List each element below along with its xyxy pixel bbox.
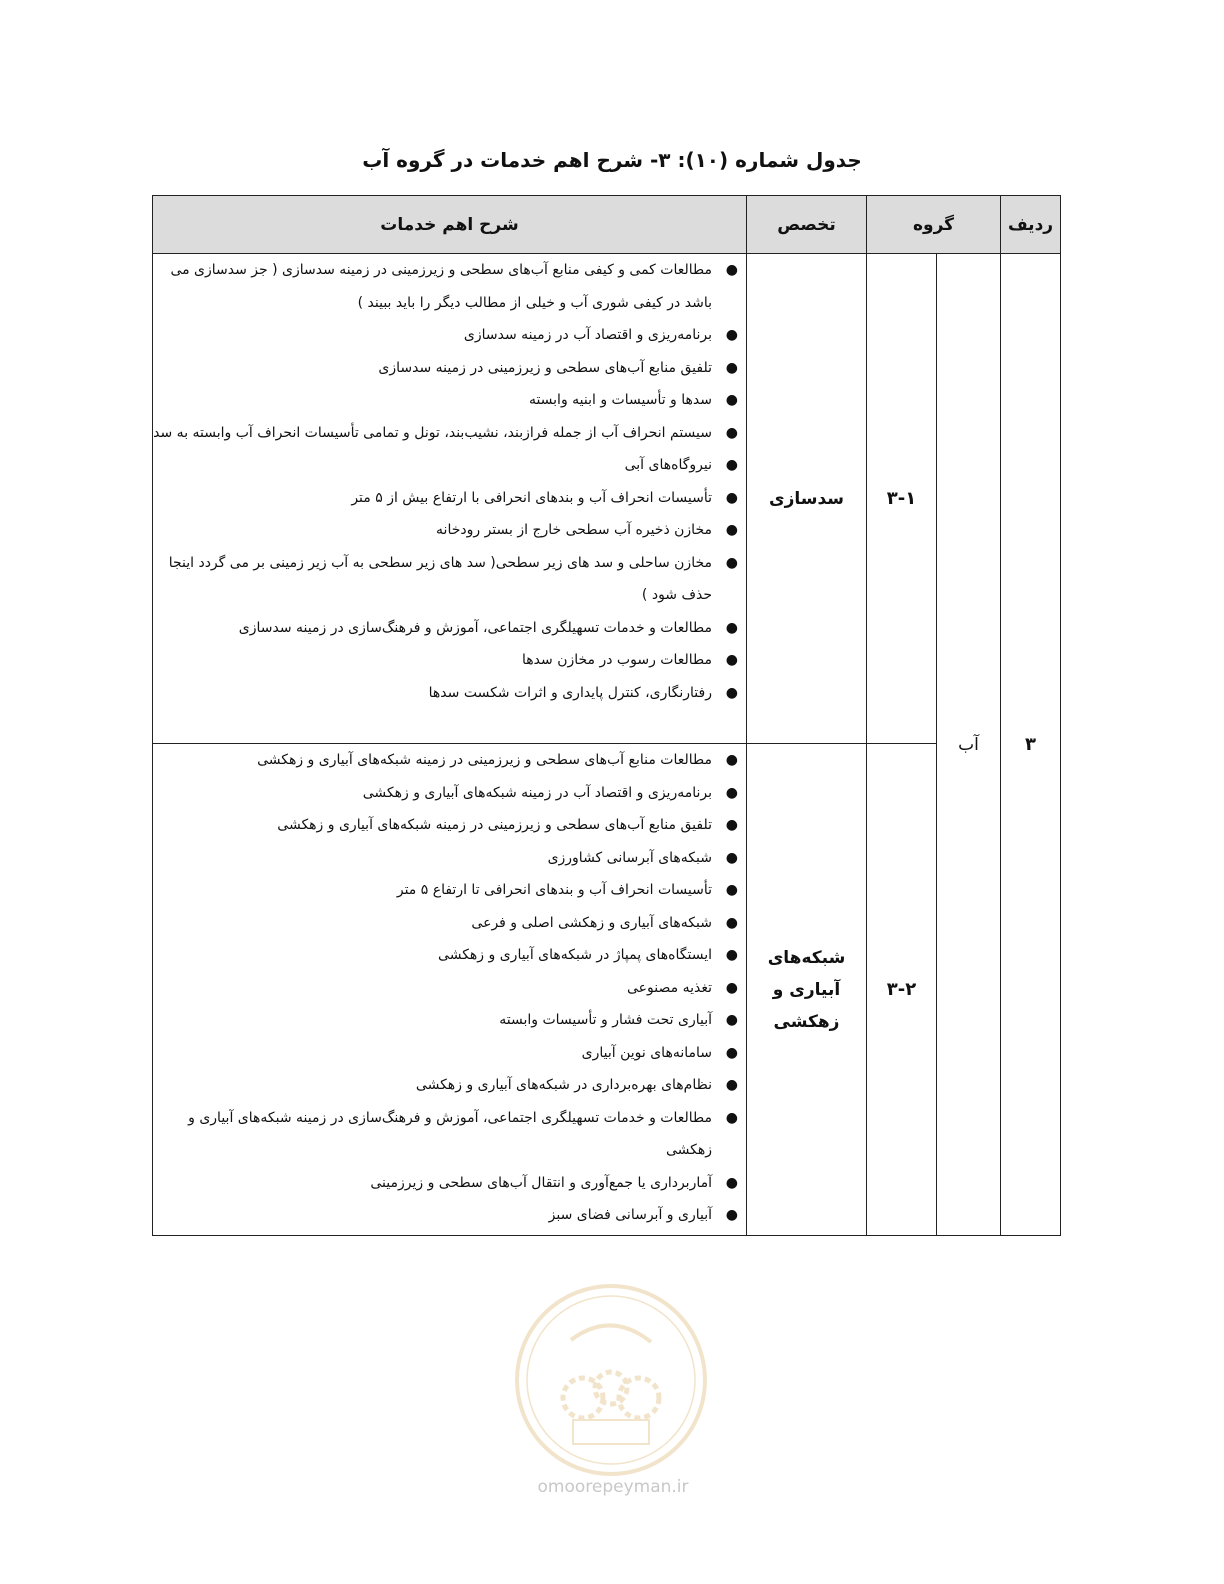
bullet-icon: ● bbox=[725, 784, 738, 801]
list-item bbox=[153, 809, 746, 842]
list-item-text: مطالعات منابع آب‌های سطحی و زیرزمینی در زمینه شبکه‌های آبیاری و زهکشی bbox=[257, 752, 712, 768]
bullet-icon: ● bbox=[725, 1077, 738, 1093]
list-item-text: نیروگاه‌های آبی bbox=[624, 457, 712, 473]
bullet-icon: ● bbox=[725, 652, 738, 668]
list-item-text: سیستم انحراف آب از جمله فرازبند، نشیب‌بند، تونل و تمامی تأسیسات انحراف آب وابسته به سد bbox=[153, 424, 712, 441]
list-item bbox=[153, 744, 746, 777]
list-item bbox=[153, 417, 746, 450]
bullet-icon: ● bbox=[725, 619, 738, 636]
list-item-text: برنامه‌ریزی و اقتصاد آب در زمینه شبکه‌های آبیاری و زهکشی bbox=[362, 784, 712, 801]
watermark-inner-ring bbox=[527, 1296, 695, 1464]
bullet-icon: ● bbox=[725, 359, 738, 376]
list-item-text: تلفیق منابع آب‌های سطحی و زیرزمینی در زمینه شبکه‌های آبیاری و زهکشی bbox=[277, 817, 712, 833]
list-item-text: برنامه‌ریزی و اقتصاد آب در زمینه سدسازی bbox=[463, 327, 712, 343]
list-item-text: تغذیه مصنوعی bbox=[627, 979, 712, 996]
header-row-number: ردیف bbox=[1001, 196, 1061, 254]
bullet-icon: ● bbox=[725, 327, 738, 343]
watermark-seal bbox=[511, 1280, 711, 1480]
list-item bbox=[153, 1069, 746, 1102]
bullet-icon: ● bbox=[725, 882, 738, 898]
list-item-text: تلفیق منابع آب‌های سطحی و زیرزمینی در زمینه سدسازی bbox=[378, 359, 712, 376]
service-list bbox=[153, 254, 746, 709]
list-item-text: مطالعات کمی و کیفی منابع آب‌های سطحی و زیرزمینی در زمینه سدسازی ( جز سدسازی می باشد در کیفی شوری آب و خیلی از مطالب دیگر را باید ببیند ) bbox=[170, 262, 712, 311]
bullet-icon: ● bbox=[725, 1109, 738, 1126]
list-item bbox=[153, 842, 746, 875]
table-row bbox=[153, 744, 1061, 1236]
list-item-text: شبکه‌های آبیاری و زهکشی اصلی و فرعی bbox=[471, 914, 712, 931]
list-item-text: تأسیسات انحراف آب و بندهای انحرافی با ارتفاع بیش از ۵ متر bbox=[351, 489, 712, 506]
list-item bbox=[153, 939, 746, 972]
bullet-icon: ● bbox=[725, 1044, 738, 1061]
watermark-grid bbox=[573, 1420, 649, 1444]
list-item-text: تأسیسات انحراف آب و بندهای انحرافی تا ارتفاع ۵ متر bbox=[396, 882, 712, 898]
bullet-icon: ● bbox=[725, 522, 738, 538]
bullet-icon: ● bbox=[725, 979, 738, 996]
list-item bbox=[153, 972, 746, 1005]
bullet-icon: ● bbox=[725, 1207, 738, 1223]
list-item-text: مطالعات رسوب در مخازن سدها bbox=[522, 652, 712, 668]
list-item-text: مخازن ذخیره آب سطحی خارج از بستر رودخانه bbox=[436, 522, 712, 538]
bullet-icon: ● bbox=[725, 1174, 738, 1191]
bullet-icon: ● bbox=[725, 684, 738, 701]
list-item bbox=[153, 907, 746, 940]
services-table bbox=[152, 195, 1061, 1236]
list-item-text: سدها و تأسیسات و ابنیه وابسته bbox=[528, 392, 712, 408]
table-header-row bbox=[153, 196, 1061, 254]
list-item-text: آبیاری و آبرسانی فضای سبز bbox=[548, 1207, 712, 1223]
list-item bbox=[153, 514, 746, 547]
bullet-icon: ● bbox=[725, 489, 738, 506]
bullet-icon: ● bbox=[725, 849, 738, 866]
bullet-icon: ● bbox=[725, 262, 738, 278]
list-item bbox=[153, 352, 746, 385]
bullet-icon: ● bbox=[725, 914, 738, 931]
section-code-cell: ۳-۱ bbox=[867, 254, 937, 744]
bullet-icon: ● bbox=[725, 392, 738, 408]
list-item-text: مطالعات و خدمات تسهیلگری اجتماعی، آموزش و فرهنگ‌سازی در زمینه سدسازی bbox=[238, 619, 712, 636]
header-group: گروه bbox=[867, 196, 1001, 254]
list-item bbox=[153, 547, 746, 612]
list-item-text: مطالعات و خدمات تسهیلگری اجتماعی، آموزش و فرهنگ‌سازی در زمینه شبکه‌های آبیاری و زهکشی bbox=[188, 1109, 712, 1158]
list-item bbox=[153, 677, 746, 710]
section-items-cell bbox=[153, 744, 747, 1236]
list-item bbox=[153, 482, 746, 515]
list-item bbox=[153, 254, 746, 319]
list-item-text: آماربرداری یا جمع‌آوری و انتقال آب‌های سطحی و زیرزمینی bbox=[370, 1174, 712, 1191]
list-item bbox=[153, 449, 746, 482]
page-title: جدول شماره (۱۰): ۳- شرح اهم خدمات در گروه آب bbox=[362, 148, 862, 172]
list-item bbox=[153, 1102, 746, 1167]
list-item bbox=[153, 1199, 746, 1232]
list-item-text: رفتارنگاری، کنترل پایداری و اثرات شکست سدها bbox=[428, 684, 712, 701]
section-items-cell bbox=[153, 254, 747, 744]
list-item bbox=[153, 1037, 746, 1070]
header-description: شرح اهم خدمات bbox=[153, 196, 747, 254]
watermark-outer-ring bbox=[517, 1286, 705, 1474]
list-item bbox=[153, 1004, 746, 1037]
list-item bbox=[153, 384, 746, 417]
list-item-text: شبکه‌های آبرسانی کشاورزی bbox=[547, 849, 712, 866]
bullet-icon: ● bbox=[725, 554, 738, 571]
list-item-text: آبیاری تحت فشار و تأسیسات وابسته bbox=[499, 1012, 712, 1028]
list-item bbox=[153, 644, 746, 677]
list-item-text: سامانه‌های نوین آبیاری bbox=[581, 1044, 712, 1061]
list-item bbox=[153, 1167, 746, 1200]
bullet-icon: ● bbox=[725, 752, 738, 768]
section-code-cell: ۳-۲ bbox=[867, 744, 937, 1236]
watermark-site: omoorepeyman.ir bbox=[537, 1477, 689, 1497]
bullet-icon: ● bbox=[725, 457, 738, 473]
list-item bbox=[153, 777, 746, 810]
section-specialty-cell: سدسازی bbox=[747, 254, 867, 744]
list-item bbox=[153, 612, 746, 645]
table-row bbox=[153, 254, 1061, 744]
watermark-calligraphy bbox=[571, 1325, 651, 1342]
row-number-cell: ۳ bbox=[1001, 254, 1061, 1236]
list-item-text: ایستگاه‌های پمپاژ در شبکه‌های آبیاری و زهکشی bbox=[438, 947, 712, 963]
service-list bbox=[153, 744, 746, 1232]
list-item bbox=[153, 874, 746, 907]
list-item-text: مخازن ساحلی و سد های زیر سطحی( سد های زیر سطحی به آب زیر زمینی بر می گردد اینجا حذف شود ) bbox=[168, 554, 712, 603]
list-item bbox=[153, 319, 746, 352]
bullet-icon: ● bbox=[725, 817, 738, 833]
group-name-cell: آب bbox=[937, 254, 1001, 1236]
header-specialty: تخصص bbox=[747, 196, 867, 254]
bullet-icon: ● bbox=[725, 947, 738, 963]
section-specialty-cell: شبکه‌های آبیاری و زهکشی bbox=[747, 744, 867, 1236]
bullet-icon: ● bbox=[725, 1012, 738, 1028]
list-item-text: نظام‌های بهره‌برداری در شبکه‌های آبیاری و زهکشی bbox=[415, 1077, 712, 1093]
bullet-icon: ● bbox=[725, 424, 738, 441]
